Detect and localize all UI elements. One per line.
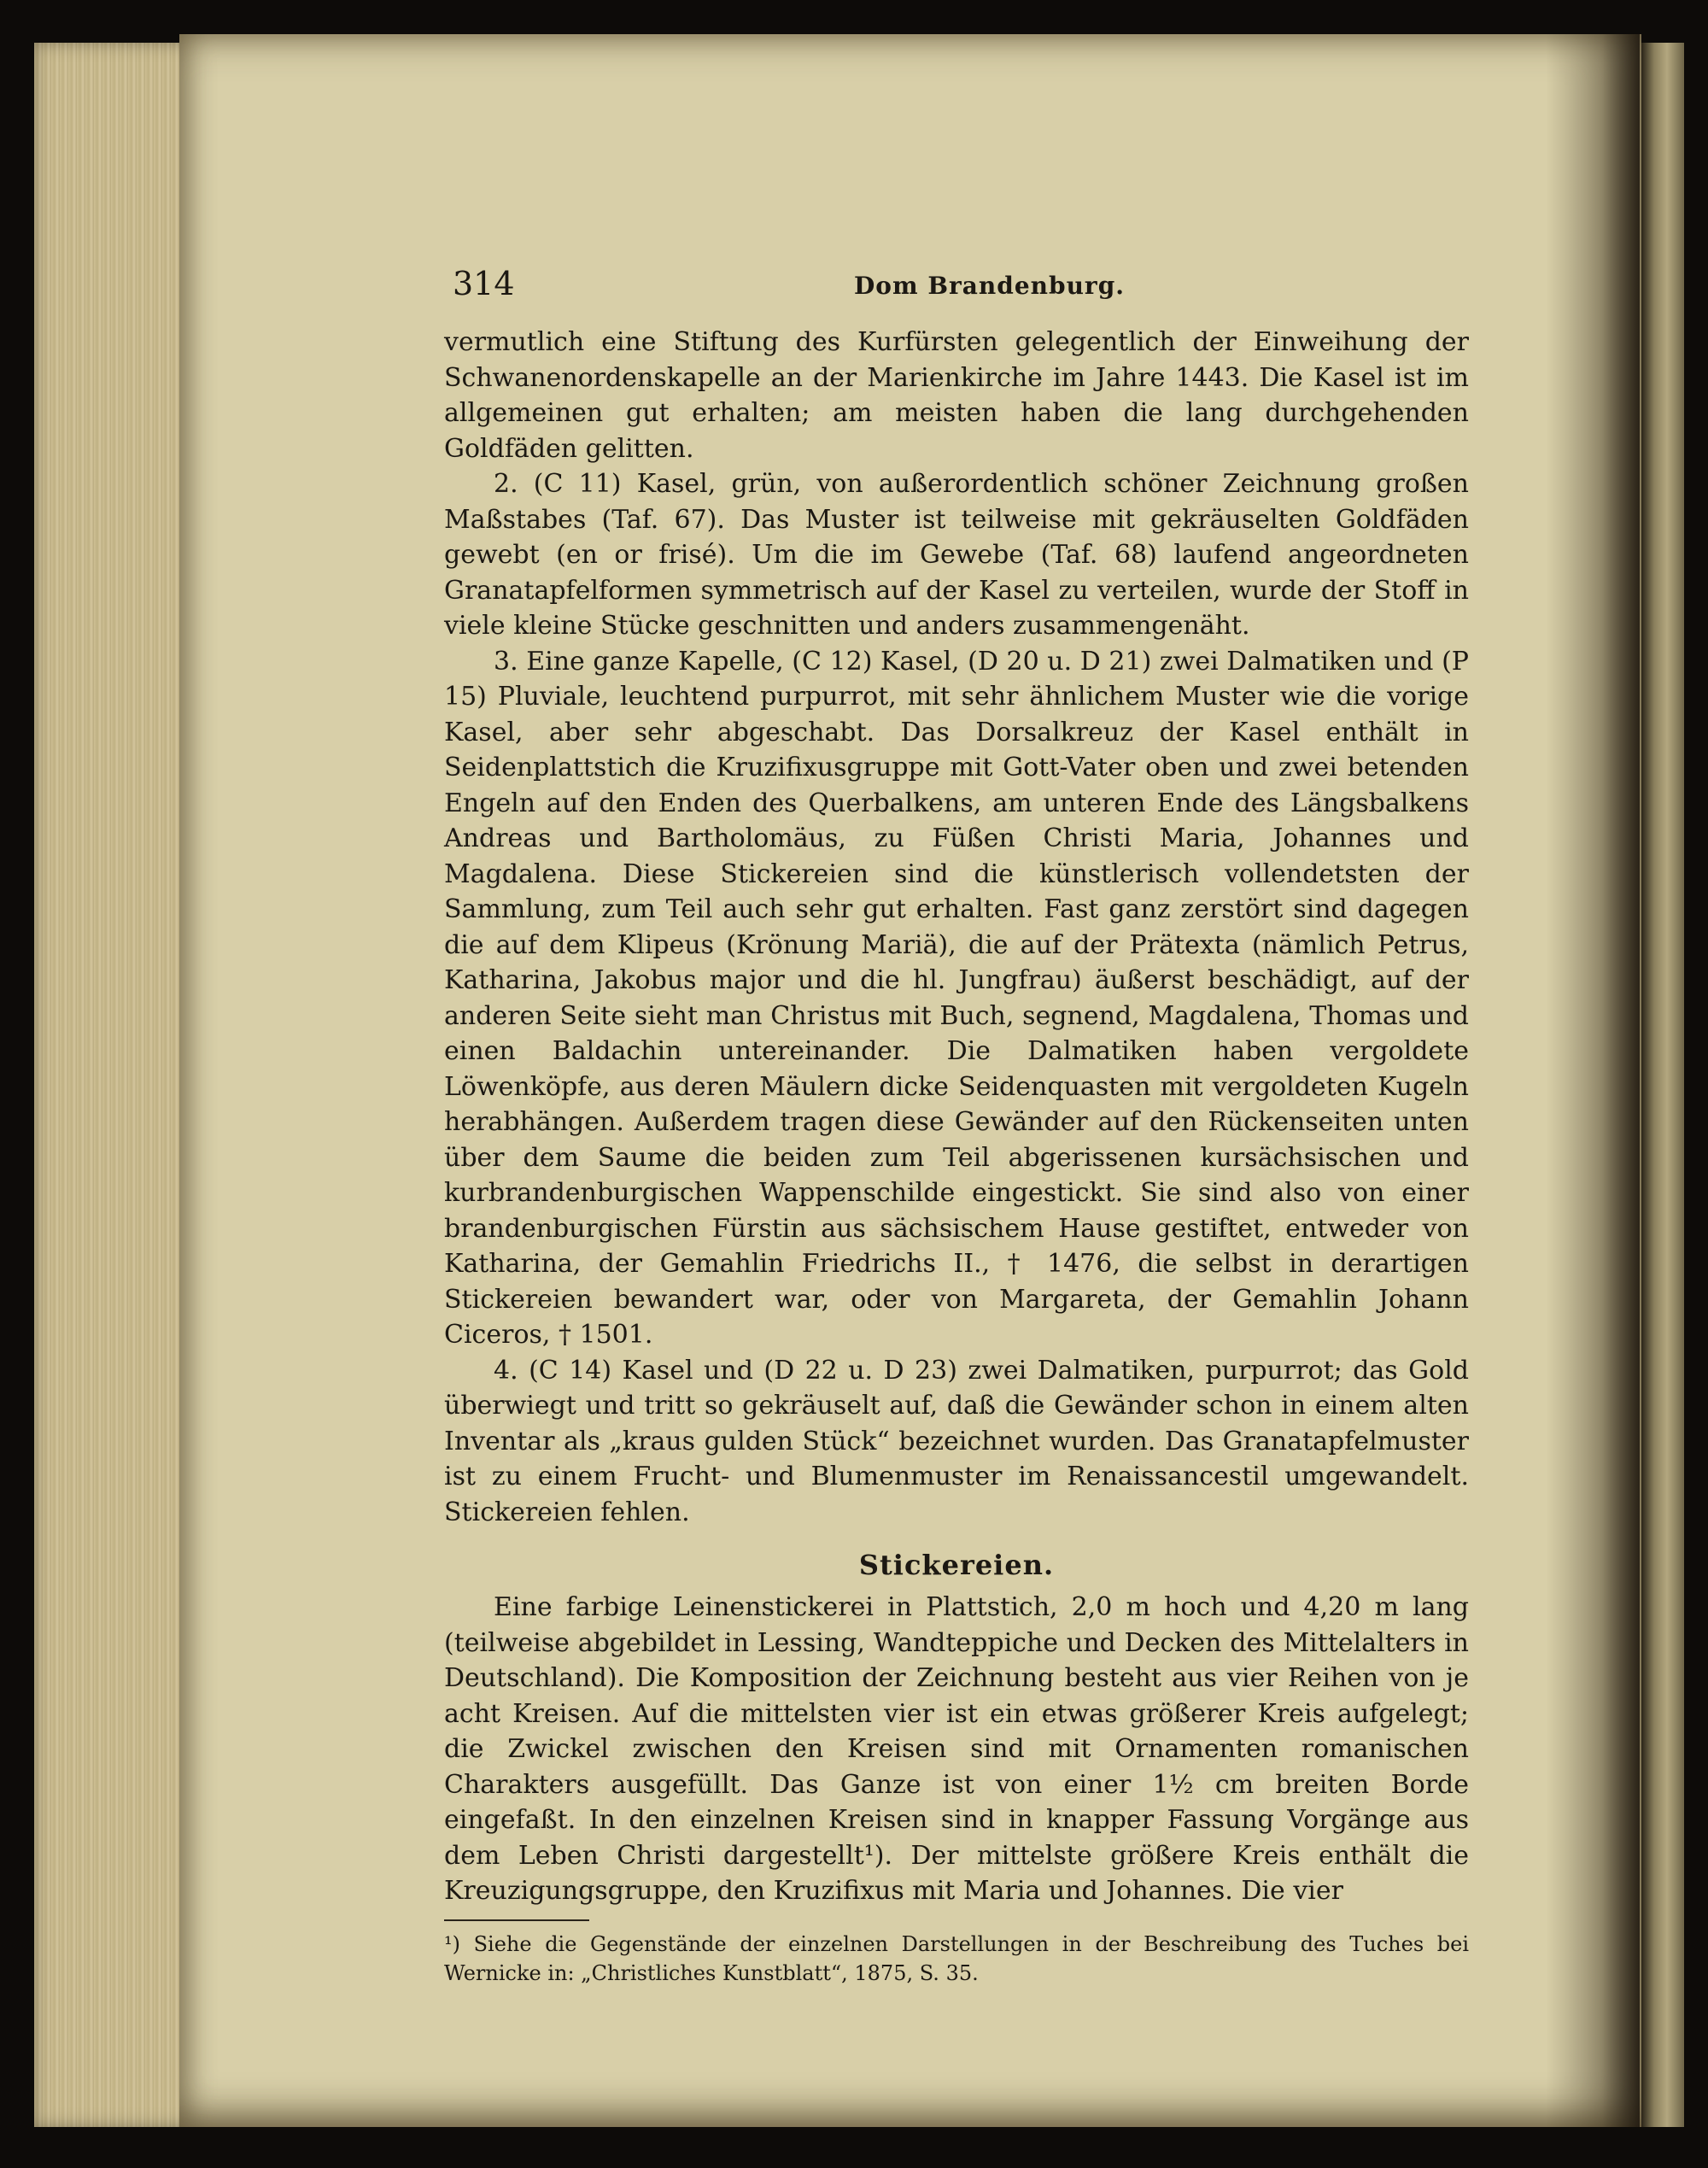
footnote-rule (444, 1919, 589, 1921)
running-head (444, 265, 1469, 325)
paragraph-stickereien: Eine farbige Leinenstickerei in Plattstich, 2,0 m hoch und 4,20 m lang (teilweise abgebildet in Lessing, Wandteppiche und Decken des Mittelalters in Deutschland). Die Komposition der Zeichnung besteht aus vier Reihen von je acht Kreisen. Auf die mittelsten vier ist ein etwas größerer Kreis aufgelegt; die Zwickel zwischen den Kreisen sind mit Ornamenten romanischen Charakters ausgefüllt. Das Ganze ist von einer 1½ cm breiten Borde eingefaßt. In den einzelnen Kreisen sind in knapper Fassung Vorgänge aus dem Leben Christi dargestellt¹). Der mittelste größere Kreis enthält die Kreuzigungsgruppe, den Kruzifixus mit Maria und Johannes. Die vier (444, 1592, 1469, 1906)
text-block (444, 265, 1469, 1988)
paragraph-continuation: vermutlich eine Stiftung des Kurfürsten gelegentlich der Einweihung der Schwanenordenskapelle an der Marienkirche im Jahre 1443. Die Kasel ist im allgemeinen gut erhalten; am meisten haben die lang durchgehenden Goldfäden gelitten. (444, 327, 1469, 464)
footnote: ¹) Siehe die Gegenstände der einzelnen Darstellungen in der Beschreibung des Tuches bei Wernicke in: „Christliches Kunstblatt“, 1875, S. 35. (444, 1931, 1469, 1985)
paragraph-item-4: 4. (C 14) Kasel und (D 22 u. D 23) zwei Dalmatiken, purpurrot; das Gold überwiegt und tritt so gekräuselt auf, daß die Gewänder schon in einem alten Inventar als „kraus gulden Stück“ bezeichnet wurden. Das Granatapfelmuster ist zu einem Frucht- und Blumenmuster im Renaissancestil umgewandelt. Stickereien fehlen. (444, 1355, 1469, 1527)
running-title: Dom Brandenburg. (854, 272, 1126, 300)
paragraph-item-2: 2. (C 11) Kasel, grün, von außerordentlich schöner Zeichnung großen Maßstabes (Taf. 67). Das Muster ist teilweise mit gekräuselten Goldfäden gewebt (en or frisé). Um die im Gewebe (Taf. 68) laufend angeordneten Granatapfelformen symmetrisch auf der Kasel zu verteilen, wurde der Stoff in viele kleine Stücke geschnitten und anders zusammengenäht. (444, 469, 1469, 641)
page-number: 314 (453, 265, 515, 302)
gutter-shadow (1546, 34, 1640, 2127)
paragraph-item-3: 3. Eine ganze Kapelle, (C 12) Kasel, (D 20 u. D 21) zwei Dalmatiken und (P 15) Pluviale, leuchtend purpurrot, mit sehr ähnlichem Muster wie die vorige Kasel, aber sehr abgeschabt. Das Dorsalkreuz der Kasel enthält in Seidenplattstich die Kruzifixusgruppe mit Gott-Vater oben und zwei betenden Engeln auf den Enden des Querbalkens, am unteren Ende des Längsbalkens Andreas und Bartholomäus, zu Füßen Christi Maria, Johannes und Magdalena. Diese Stickereien sind die künstlerisch vollendetsten der Sammlung, zum Teil auch sehr gut erhalten. Fast ganz zerstört sind dagegen die auf dem Klipeus (Krönung Mariä), die auf der Prätexta (nämlich Petrus, Katharina, Jakobus major und die hl. Jungfrau) äußerst beschädigt, auf der anderen Seite sieht man Christus mit Buch, segnend, Magdalena, Thomas und einen Baldachin untereinander. Die Dalmatiken haben vergoldete Löwenköpfe, aus deren Mäulern dicke Seidenquasten mit vergoldeten Kugeln herabhängen. Außerdem tragen diese Gewänder auf den Rückenseiten unten über dem Saume die beiden zum Teil abgerissenen kursächsischen und kurbrandenburgischen Wappenschilde eingestickt. Sie sind also von einer brandenburgischen Fürstin aus sächsischem Hause gestiftet, entweder von Katharina, der Gemahlin Friedrichs II., † 1476, die selbst in derartigen Stickereien bewandert war, oder von Margareta, der Gemahlin Johann Ciceros, † 1501. (444, 646, 1469, 1350)
section-heading: Stickereien. (858, 1549, 1055, 1581)
facing-page-edge (1641, 43, 1684, 2127)
